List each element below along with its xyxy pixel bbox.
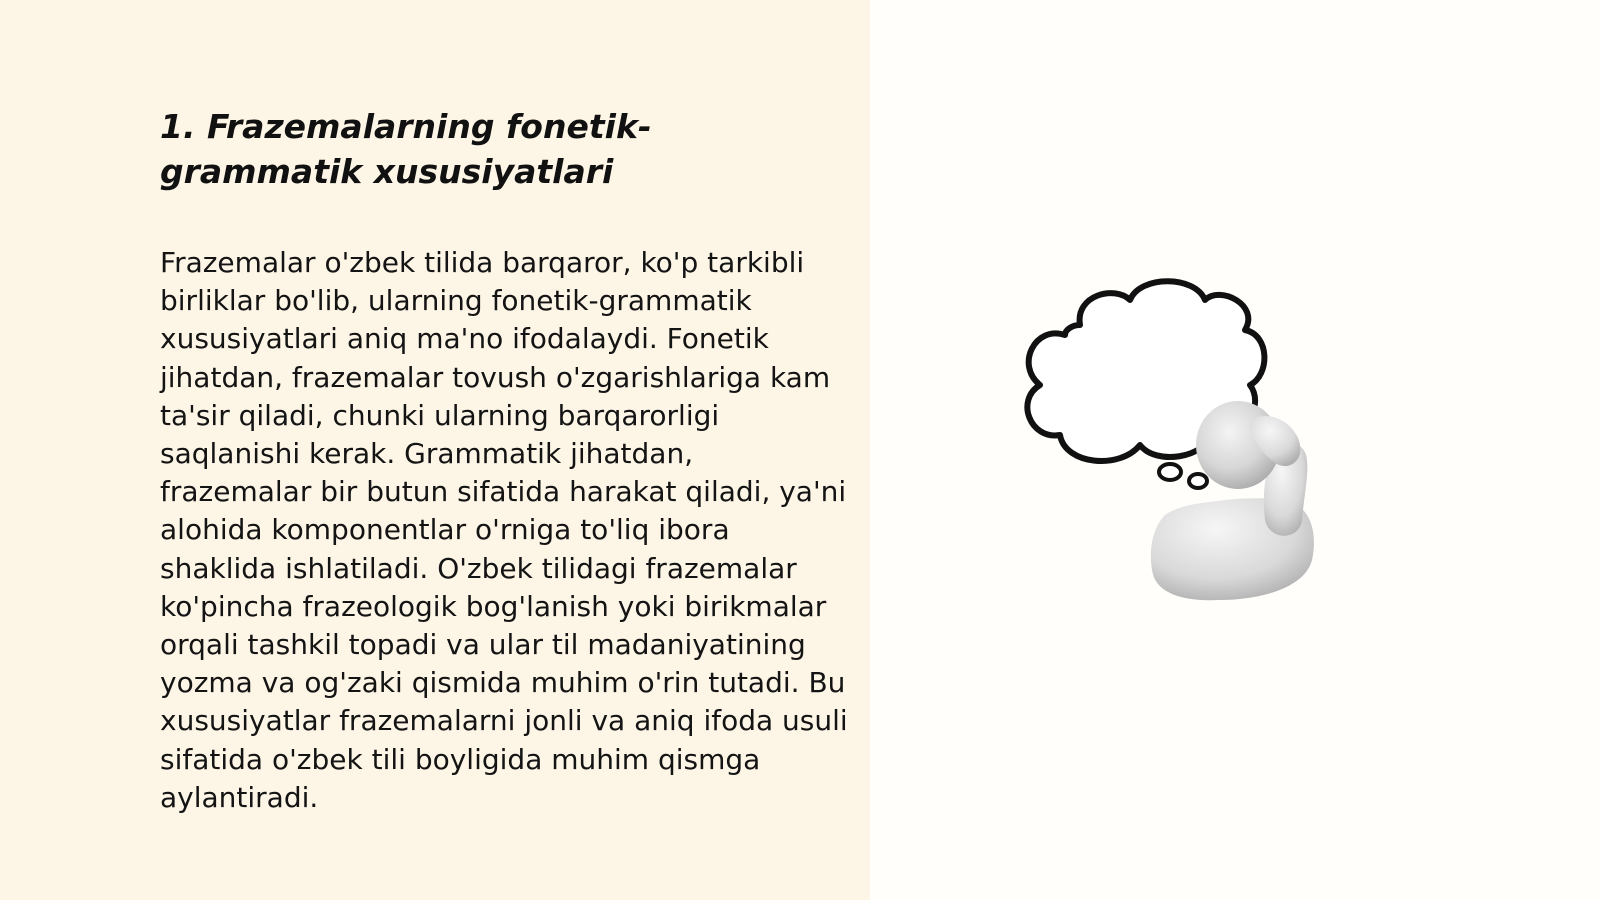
- thinking-person-icon: [1020, 270, 1350, 620]
- slide-title: 1. Frazemalarning fonetik-grammatik xususiyatlari: [160, 107, 652, 191]
- thought-bubble-smaller: [1189, 474, 1207, 488]
- slide-body-text: Frazemalar o'zbek tilida barqaror, ko'p tarkibli birliklar bo'lib, ularning fonetik-grammatik xususiyatlari aniq ma'no ifodalaydi. Fonetik jihatdan, frazemalar tovush o'zgarishlariga kam ta'sir qiladi, chunki ularning barqarorligi saqlanishi kerak. Grammatik jihatdan, frazemalar bir butun sifatida harakat qiladi, ya'ni alohida komponentlar o'rniga to'liq ibora shaklida ishlatiladi. O'zbek tilidagi frazemalar ko'pincha frazeologik bog'lanish yoki birikmalar orqali tashkil topadi va ular til madaniyatining yozma va og'zaki qismida muhim o'rin tutadi. Bu xususiyatlar frazemalarni jonli va aniq ifoda usuli sifatida o'zbek tili boyligida muhim qismga aylantiradi.: [160, 246, 848, 814]
- thought-bubble-small: [1159, 464, 1181, 480]
